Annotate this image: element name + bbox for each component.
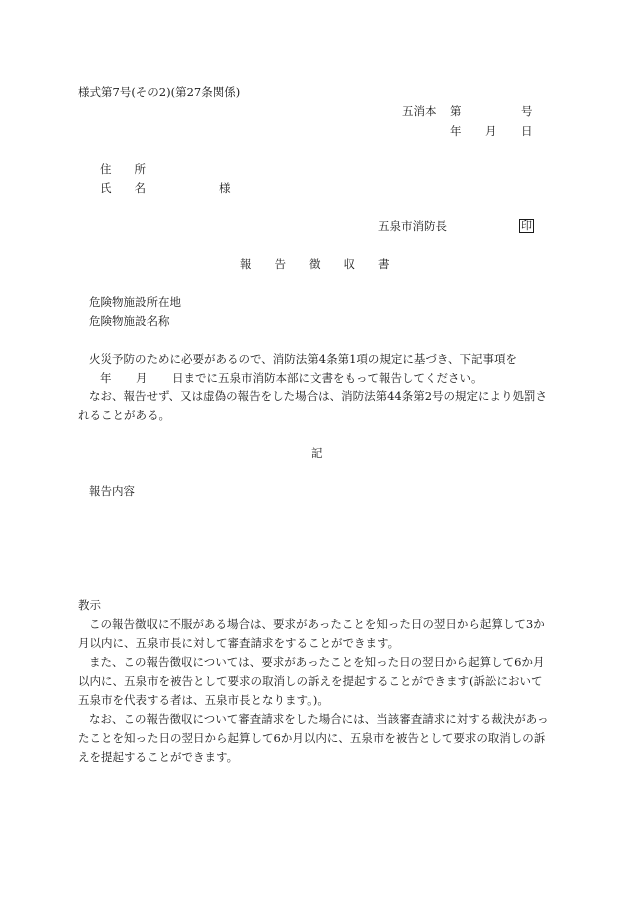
notice-line: 月以内に、五泉市長に対して審査請求をすることができます。 bbox=[78, 636, 400, 650]
facility-name-label: 危険物施設名称 bbox=[89, 314, 170, 328]
notice-line: えを提起することができます。 bbox=[78, 750, 239, 764]
doc-number-go: 号 bbox=[521, 104, 533, 118]
body-line-2-month: 月 bbox=[136, 371, 148, 385]
form-label: 様式第7号(その2)(第27条関係) bbox=[78, 85, 241, 99]
notice-line: また、この報告徴収については、要求があったことを知った日の翌日から起算して6か月 bbox=[89, 655, 545, 669]
honorific: 様 bbox=[219, 181, 231, 195]
date-day: 日 bbox=[521, 124, 533, 138]
notice-line: 五泉市を代表する者は、五泉市長となります。)。 bbox=[78, 693, 329, 707]
sender-title: 五泉市消防長 bbox=[378, 219, 447, 233]
seal-text: 印 bbox=[521, 219, 532, 232]
body-line-1: 火災予防のために必要があるので、消防法第4条第1項の規定に基づき、下記事項を bbox=[89, 352, 517, 366]
ki-marker: 記 bbox=[311, 446, 323, 460]
doc-number-prefix: 五消本 bbox=[402, 104, 437, 118]
body-line-3: なお、報告せず、又は虚偽の報告をした場合は、消防法第44条第2号の規定により処罰さ bbox=[89, 389, 548, 403]
doc-number-dai: 第 bbox=[450, 104, 462, 118]
notice-line: たことを知った日の翌日から起算して6か月以内に、五泉市を被告として要求の取消しの訴 bbox=[78, 731, 546, 745]
date-year: 年 bbox=[450, 124, 462, 138]
notice-line: なお、この報告徴収について審査請求をした場合には、当該審査請求に対する裁決があっ bbox=[89, 712, 549, 726]
seal-mark bbox=[519, 218, 534, 233]
report-content-label: 報告内容 bbox=[89, 484, 135, 498]
notice-heading: 教示 bbox=[78, 598, 101, 612]
facility-location-label: 危険物施設所在地 bbox=[89, 295, 181, 309]
notice-line: 以内に、五泉市を被告として要求の取消しの訴えを提起することができます(訴訟において bbox=[78, 674, 543, 688]
body-line-4: れることがある。 bbox=[78, 408, 170, 422]
date-month: 月 bbox=[485, 124, 497, 138]
document-title: 報 告 徴 収 書 bbox=[240, 257, 390, 271]
notice-line: この報告徴収に不服がある場合は、要求があったことを知った日の翌日から起算して3か bbox=[89, 617, 545, 631]
address-label: 住 所 bbox=[100, 162, 146, 176]
body-line-2-rest: 日までに五泉市消防本部に文書をもって報告してください。 bbox=[172, 371, 483, 385]
name-label: 氏 名 bbox=[100, 181, 146, 195]
body-line-2-year: 年 bbox=[100, 371, 112, 385]
